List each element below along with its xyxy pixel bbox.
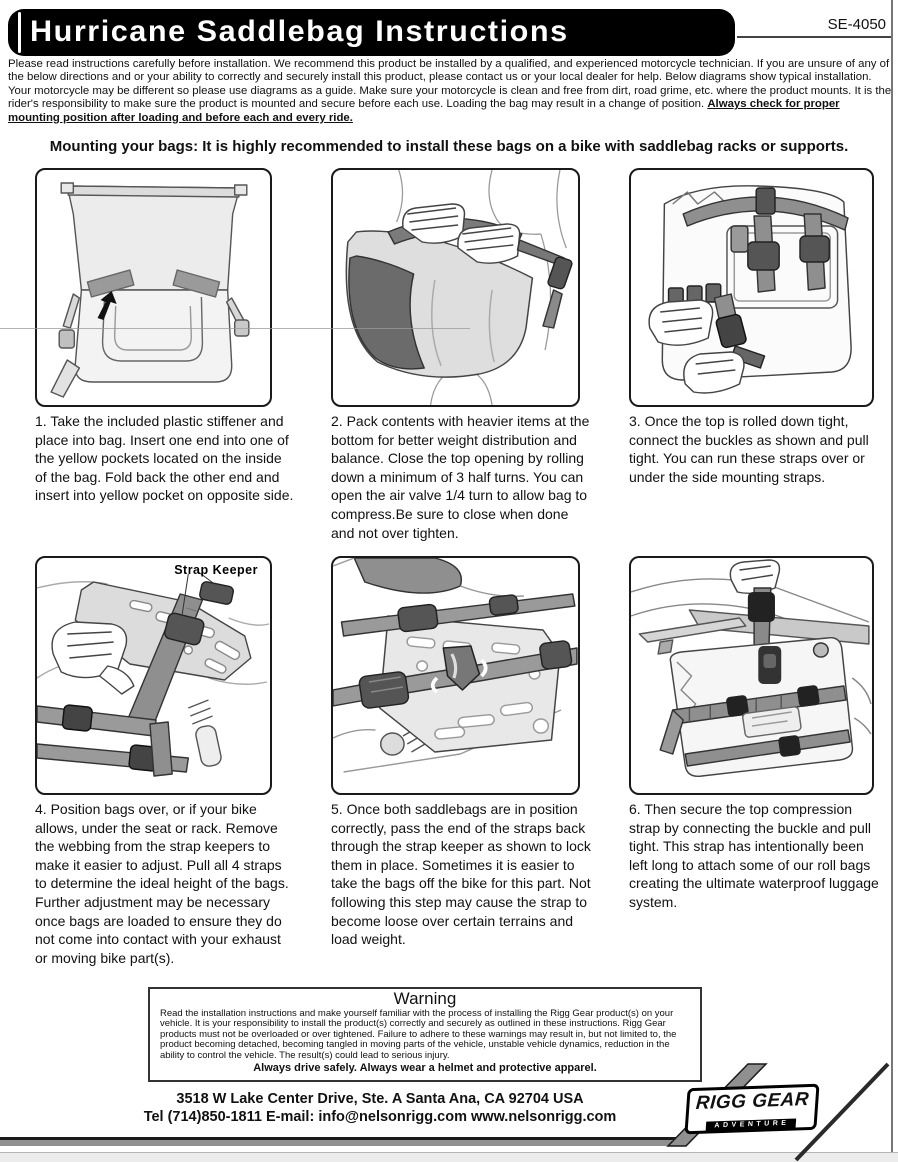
step-6-caption: 6. Then secure the top compression strap by connecting the buckle and pull tight. This strap has intentionally been left long to attach some of our roll bags creating the ultimate waterproof luggage system. — [629, 801, 879, 910]
page-title: Hurricane Saddlebag Instructions — [30, 15, 569, 48]
contact-line: Tel (714)850-1811 E-mail: info@nelsonrigg.com www.nelsonrigg.com — [143, 1108, 617, 1125]
step-4 — [35, 556, 289, 967]
intro-body: Please read instructions carefully before installation. We recommend this product be installed by a qualified, and experienced motorcycle technician. If you are unsure of any of the below directions and or your ability to correctly and securely install this product, please contact us or your local dealer for help. Below diagrams show typical installation. Your motorcycle may be different so please use diagrams as a guide. Make sure your motorcycle is clean and free from dirt, road grime, etc. where the product mounts. It is the rider's responsibility to make sure the product is mounted and secure before each use. Loading the bag may result in a change of position. — [8, 58, 892, 111]
logo-tagline: ADVENTURE — [706, 1118, 796, 1132]
packing-rolling-illustration — [333, 170, 578, 405]
step-1 — [35, 168, 294, 505]
step-2-caption: 2. Pack contents with heavier items at the bottom for better weight distribution and balance. Close the top opening by rolling down a minimum of 3 half turns. You can open the air valve 1/4 turn to allow bag to compress.Be sure to close when done and not over tighten. — [331, 413, 590, 541]
header-rule — [737, 36, 891, 38]
warning-emphasis: Always drive safely. Always wear a helmet and protective apparel. — [253, 1062, 597, 1075]
rigg-gear-logo — [684, 1084, 819, 1135]
buckle-connect-illustration — [631, 170, 872, 405]
saddlebag-rear-illustration — [37, 170, 270, 405]
warning-title: Warning — [393, 989, 457, 1008]
figure-4-box — [35, 556, 272, 795]
step-4-caption: 4. Position bags over, or if your bike allows, under the seat or rack. Remove the webbing from the strap keepers to make it easier to adjust. Pull all 4 straps to determine the ideal height of the bags. Further adjustment may be necessary once bags are loaded to ensure they do not come into contact with your exhaust or moving bike part(s). — [35, 801, 289, 966]
address-line: 3518 W Lake Center Drive, Ste. A Santa Ana, CA 92704 USA — [176, 1091, 584, 1107]
step-6 — [629, 556, 879, 912]
step-5-caption: 5. Once both saddlebags are in position correctly, pass the end of the straps back through the strap keeper as shown to lock them in place. Sometimes it is easier to take the bags off the bike for this part. Not following this step may cause the strap to become loose over certain terrains and load weight. — [331, 801, 591, 948]
model-number: SE-4050 — [827, 16, 886, 33]
scan-fold-line — [0, 328, 470, 329]
mounting-note: Mounting your bags: It is highly recommended to install these bags on a bike with saddlebag racks or supports. — [49, 138, 849, 155]
compression-strap-illustration — [631, 558, 872, 793]
intro-paragraph — [8, 58, 892, 125]
figure-6-box — [629, 556, 874, 795]
intro-emphasis: Always check for proper mounting position after loading and before each and every ride. — [8, 98, 840, 124]
header-bar — [8, 9, 735, 56]
step-2 — [331, 168, 590, 542]
strap-lock-plate-illustration — [333, 558, 578, 793]
strap-keeper-illustration — [37, 558, 270, 793]
header-notch — [18, 12, 21, 53]
figure-1-box — [35, 168, 272, 407]
step-3 — [629, 168, 874, 486]
step-1-caption: 1. Take the included plastic stiffener and place into bag. Insert one end into one of the yellow pockets located on the inside of the bag. Fold back the other end and insert into yellow pocket on opposite side. — [35, 413, 294, 504]
logo-wordmark: RIGG GEAR — [695, 1088, 810, 1114]
step-3-caption: 3. Once the top is rolled down tight, connect the buckles as shown and pull tight. You can run these straps over or under the side mounting straps. — [629, 413, 869, 485]
strap-keeper-label: Strap Keeper — [174, 563, 258, 577]
figure-2-box — [331, 168, 580, 407]
page-edge-right — [891, 0, 893, 1153]
warning-body: Read the installation instructions and make yourself familiar with the process of installing the Rigg Gear product(s) on your vehicle. It is your responsibility to install the product(s) correctly and securely as outlined in these instructions. Rigg Gear products must not be overloaded or over tightened. Failure to adhere to these warnings may result in, but not limited to, the product becoming detached, becoming tangled in moving parts of the vehicle, unstable vehicle dynamics, reduction in the ability to control the vehicle. The result(s) could lead to serious injury. — [160, 1008, 677, 1061]
step-5 — [331, 556, 591, 949]
figure-3-box — [629, 168, 874, 407]
figure-5-box — [331, 556, 580, 795]
